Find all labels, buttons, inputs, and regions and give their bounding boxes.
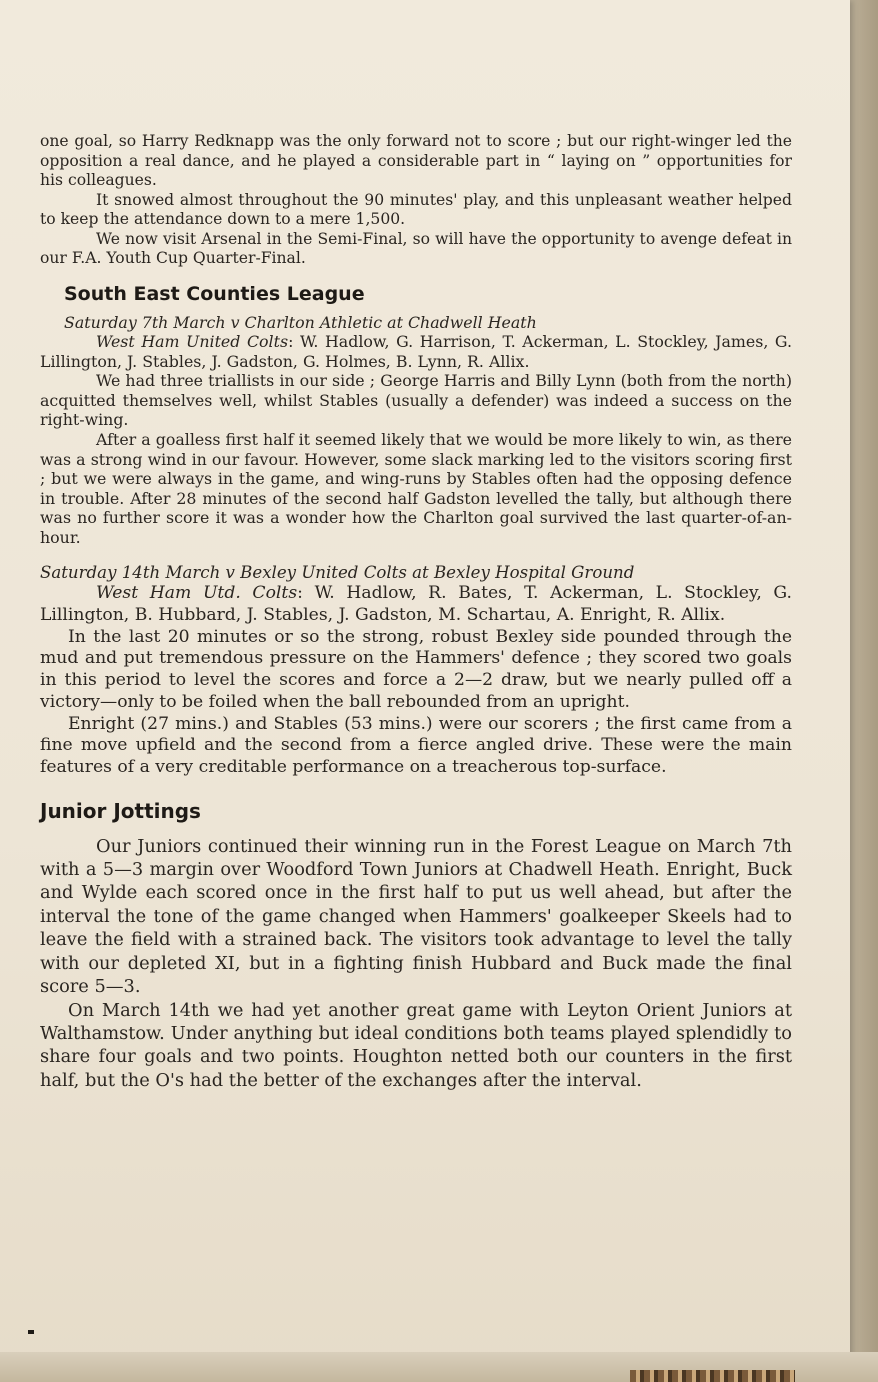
match-1-fixture: Saturday 7th March v Charlton Athletic at Chadwell Heath <box>64 312 537 332</box>
match-2-lineup-names: : W. Hadlow, R. Bates, T. Ackerman, L. Stockley, G. Lillington, B. Hubbard, J. Stables, J. Gadston, M. Schartau, A. Enright, R. Allix. <box>40 583 792 626</box>
match-1-lineup-names: : W. Hadlow, G. Harrison, T. Ackerman, L. Stockley, James, G. Lillington, J. Stables, J. Gadston, G. Holmes, B. Lynn, R. Allix. <box>40 332 792 371</box>
page-content <box>40 132 792 1092</box>
match-1-team-label: West Ham United Colts <box>96 332 289 352</box>
intro-block <box>40 132 792 269</box>
intro-paragraph-2: It snowed almost throughout the 90 minutes' play, and this unpleasant weather helped to keep the attendance down to a mere 1,500. <box>40 190 792 228</box>
match-1-lineup <box>40 332 792 371</box>
junior-jottings-block <box>40 835 792 1092</box>
junior-paragraph-2: On March 14th we had yet another great game with Leyton Orient Juniors at Walthamstow. Under anything but ideal conditions both teams played splendidly to share four goals and two points. Houghton netted both our counters in the first half, but the O's had the better of the exchanges after the interval. <box>40 999 792 1091</box>
junior-paragraph-1: Our Juniors continued their winning run in the Forest League on March 7th with a 5—3 margin over Woodford Town Juniors at Chadwell Heath. Enright, Buck and Wylde each scored once in the first half to put us well ahead, but after the interval the tone of the game changed when Hammers' goalkeeper Skeels had to leave the field with a strained back. The visitors took advantage to level the tally with our depleted XI, but in a fighting finish Hubbard and Buck made the final score 5—3. <box>40 835 792 998</box>
match-1-paragraph-2: After a goalless first half it seemed likely that we would be more likely to win, as there was a strong wind in our favour. However, some slack marking led to the visitors scoring first ; but we were always in the game, and wing-runs by Stables often had the opposing defence in trouble. After 28 minutes of the second half Gadston levelled the tally, but although there was no further score it was a wonder how the Charlton goal survived the last quarter-of-an-hour. <box>40 430 792 548</box>
section-heading-junior-jottings: Junior Jottings <box>40 798 201 823</box>
match-1-paragraph-1: We had three triallists in our side ; George Harris and Billy Lynn (both from the north) acquitted themselves well, whilst Stables (usually a defender) was indeed a success on the right-wing. <box>40 371 792 430</box>
section-heading-south-east-counties: South East Counties League <box>64 282 365 305</box>
intro-paragraph-3: We now visit Arsenal in the Semi-Final, so will have the opportunity to avenge defeat in our F.A. Youth Cup Quarter-Final. <box>40 229 792 267</box>
match-2-paragraph-1: In the last 20 minutes or so the strong, robust Bexley side pounded through the mud and put tremendous pressure on the Hammers' defence ; they scored two goals in this period to level the scores and force a 2—2 draw, but we nearly pulled off a victory—only to be foiled when the ball rebounded from an upright. <box>40 626 792 712</box>
match-2-block <box>40 562 792 779</box>
page-mark <box>28 1330 34 1334</box>
match-1-block <box>40 313 792 548</box>
match-2-fixture: Saturday 14th March v Bexley United Colts at Bexley Hospital Ground <box>40 562 635 582</box>
match-2-team-label: West Ham Utd. Colts <box>96 583 298 604</box>
bottom-strip <box>630 1370 795 1382</box>
match-2-lineup <box>40 583 792 626</box>
match-2-paragraph-2: Enright (27 mins.) and Stables (53 mins.) were our scorers ; the first came from a fine move upfield and the second from a fierce angled drive. These were the main features of a very creditable performance on a treacherous top-surface. <box>40 713 792 777</box>
intro-paragraph-1: one goal, so Harry Redknapp was the only forward not to score ; but our right-winger led the opposition a real dance, and he played a considerable part in “ laying on ” opportunities for his colleagues. <box>40 132 792 189</box>
